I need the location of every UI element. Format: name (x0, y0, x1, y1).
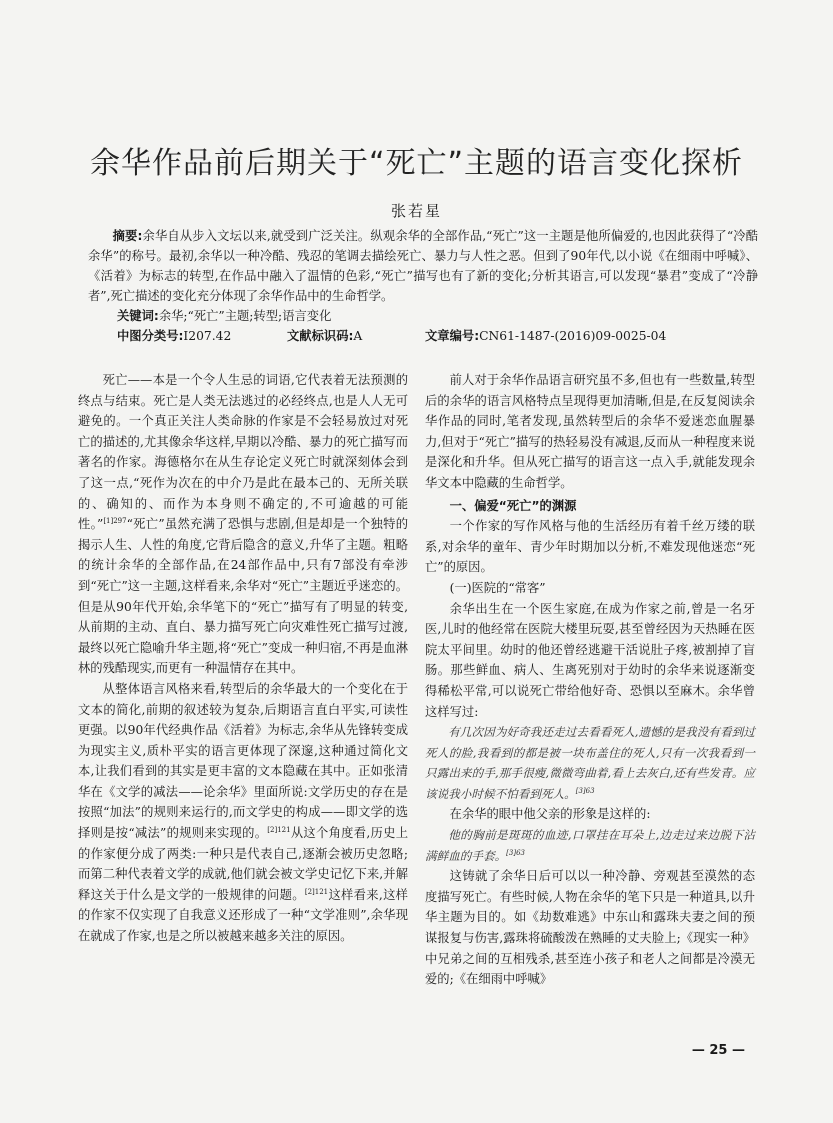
classification-value: I207.42 (183, 329, 232, 343)
body-paragraph: 前人对于余华作品语言研究虽不多,但也有一些数量,转型后的余华的语言风格特点呈现得更加清晰,但是,在反复阅读余华作品的同时,笔者发现,虽然转型后的余华不爱迷恋血腥暴力,但对于“死亡”描写的热轻易没有减退,反而从一种程度来说是深化和升华。但从死亡描写的语言这一点入手,就能发现余华文本中隐藏的生命哲学。 (425, 373, 755, 490)
author-name: 张若星 (390, 202, 442, 220)
page-number: — 25 — (691, 1043, 745, 1058)
body-paragraph (78, 679, 408, 947)
keywords (117, 306, 758, 326)
citation: [3]63 (506, 848, 525, 857)
classification-label: 中图分类号: (117, 329, 184, 343)
paragraph-text: “死亡”虽然充满了恐惧与悲剧,但是却是一个独特的揭示人生、人性的角度,它背后隐含的意义,升华了主题。粗略的统计余华的全部作品,在24部作品中,只有7部没有牵涉到“死亡”这一主题,这样看来,余华对“死亡”主题近乎迷恋的。但是从90年代开始,余华笔下的“死亡”描写有了明显的转变,从前期的主动、直白、暴力描写死亡向灾难性死亡描写过渡,最终以死亡隐喻升华主题,将“死亡”变成一种归宿,不再是血淋林的残酷现实,而更有一种温情存在其中。 (78, 517, 408, 676)
citation: [3]63 (575, 787, 595, 796)
article-number (425, 326, 667, 346)
article-number-value: CN61-1487-(2016)09-0025-04 (479, 329, 667, 343)
paragraph-text: 从这个角度看,历史上的作家便分成了两类:一种只是代表自己,逐渐会被历史忽略;而第二种代表着文学的成就,他们就会被文学史记忆下来,并解释这关于什么是文学的一般规律的问题。 (78, 826, 408, 902)
doc-code (287, 326, 363, 346)
keywords-text: 余华;“死亡”主题;转型;语言变化 (158, 309, 332, 323)
article-number-label: 文章编号: (425, 329, 480, 343)
quote-text: 他的胸前是斑斑的血迹,口罩挂在耳朵上,边走过来边脱下沾满鲜血的手套。 (425, 828, 755, 863)
block-quote (425, 722, 755, 804)
body-paragraph (78, 370, 408, 679)
paragraph-text: 从整体语言风格来看,转型后的余华最大的一个变化在于文本的简化,前期的叙述较为复杂,后期语言直白平实,可读性更强。以90年代经典作品《活着》为标志,余华从先锋转变成为现实主义,质朴平实的语言更体现了深邃,这种通过简化文本,让我们看到的其实是更丰富的文本隐藏在其中。正如张清华在《文学的减法——论余华》里面所说:文学历史的存在是按照“加法”的规则来运行的,而文学史的构成——即文学的选择则是按“减法”的规则来实现的。 (78, 681, 408, 841)
paragraph-text: 死亡——本是一个令人生忌的词语,它代表着无法预测的终点与结束。死亡是人类无法逃过的必经终点,也是人人无可避免的。一个真正关注人类命脉的作家是不会轻易放过对死亡的描述的,尤其像余华这样,早期以冷酷、暴力的死亡描写而著名的作家。海德格尔在从生存论定义死亡时就深刻体会到了这一点,“死作为次在的中介乃是此在最本己的、无所关联的、确知的、而作为本身则不确定的,不可逾越的可能性。” (78, 373, 408, 532)
abstract (88, 226, 758, 306)
abstract-text: 余华自从步入文坛以来,就受到广泛关注。纵观余华的全部作品,“死亡”这一主题是他所偏爱的,也因此获得了“冷酷余华”的称号。最初,余华以一种冷酷、残忍的笔调去描绘死亡、暴力与人性之恶。但到了90年代,以小说《在细雨中呼喊》、《活着》为标志的转型,在作品中融入了温情的色彩,“死亡”描写也有了新的变化;分析其语言,可以发现“暴君”变成了“冷静者”,死亡描述的变化充分体现了余华作品中的生命哲学。 (88, 229, 759, 303)
doc-code-value: A (353, 329, 363, 343)
quote-text: 有几次因为好奇我还走过去看看死人,遗憾的是我没有看到过死人的脸,我看到的都是被一块布盖住的死人,只有一次我看到一只露出来的手,那手很瘦,微微弯曲着,看上去灰白,还有些发青。应该说我小时候不怕看到死人。 (425, 725, 755, 801)
doc-code-label: 文献标识码: (287, 329, 354, 343)
citation: [2]121 (267, 825, 291, 834)
body-paragraph: 这铸就了余华日后可以以一种冷静、旁观甚至漠然的态度描写死亡。有些时候,人物在余华的笔下只是一种道具,以升华主题为目的。如《劫数难逃》中东山和露珠夫妻之间的预谋报复与伤害,露珠将硫酸泼在熟睡的丈夫脸上;《现实一种》中兄弟之间的互相残杀,甚至连小孩子和老人之间都是冷漠无爱的;《在细雨中呼喊》 (425, 869, 755, 987)
right-column (425, 370, 755, 990)
subsection-heading: (一)医院的“常客” (449, 580, 546, 595)
classification-row (117, 326, 758, 346)
paragraph-text: 这样看来,这样的作家不仅实现了自我意义还形成了一种“文学准则”,余华现在就成了作家,也是之所以被越来越多关注的原因。 (78, 887, 408, 944)
article-title: 余华作品前后期关于“死亡”主题的语言变化探析 (89, 146, 744, 181)
abstract-block (88, 226, 758, 346)
block-quote (425, 825, 755, 866)
body-paragraph: 一个作家的写作风格与他的生活经历有着千丝万缕的联系,对余华的童年、青少年时期加以分析,不难发现他迷恋“死亡”的原因。 (425, 519, 755, 575)
section-heading: 一、偏爱“死亡”的渊源 (449, 498, 577, 513)
citation: [1]297 (103, 517, 127, 526)
body-paragraph: 余华出生在一个医生家庭,在成为作家之前,曾是一名牙医,儿时的他经常在医院大楼里玩耍,甚至曾经因为天热睡在医院太平间里。幼时的他还曾经逃避干活说肚子疼,被割掉了盲肠。那些鲜血、病人、生离死别对于幼时的余华来说逐渐变得稀松平常,可以说死亡带给他好奇、恐惧以至麻木。余华曾这样写过: (425, 601, 755, 719)
abstract-label: 摘要: (112, 229, 143, 243)
left-column (78, 370, 408, 947)
classification (117, 326, 232, 346)
body-paragraph: 在余华的眼中他父亲的形象是这样的: (449, 807, 651, 822)
citation: [2]121 (304, 887, 329, 896)
keywords-label: 关键词: (117, 309, 159, 323)
